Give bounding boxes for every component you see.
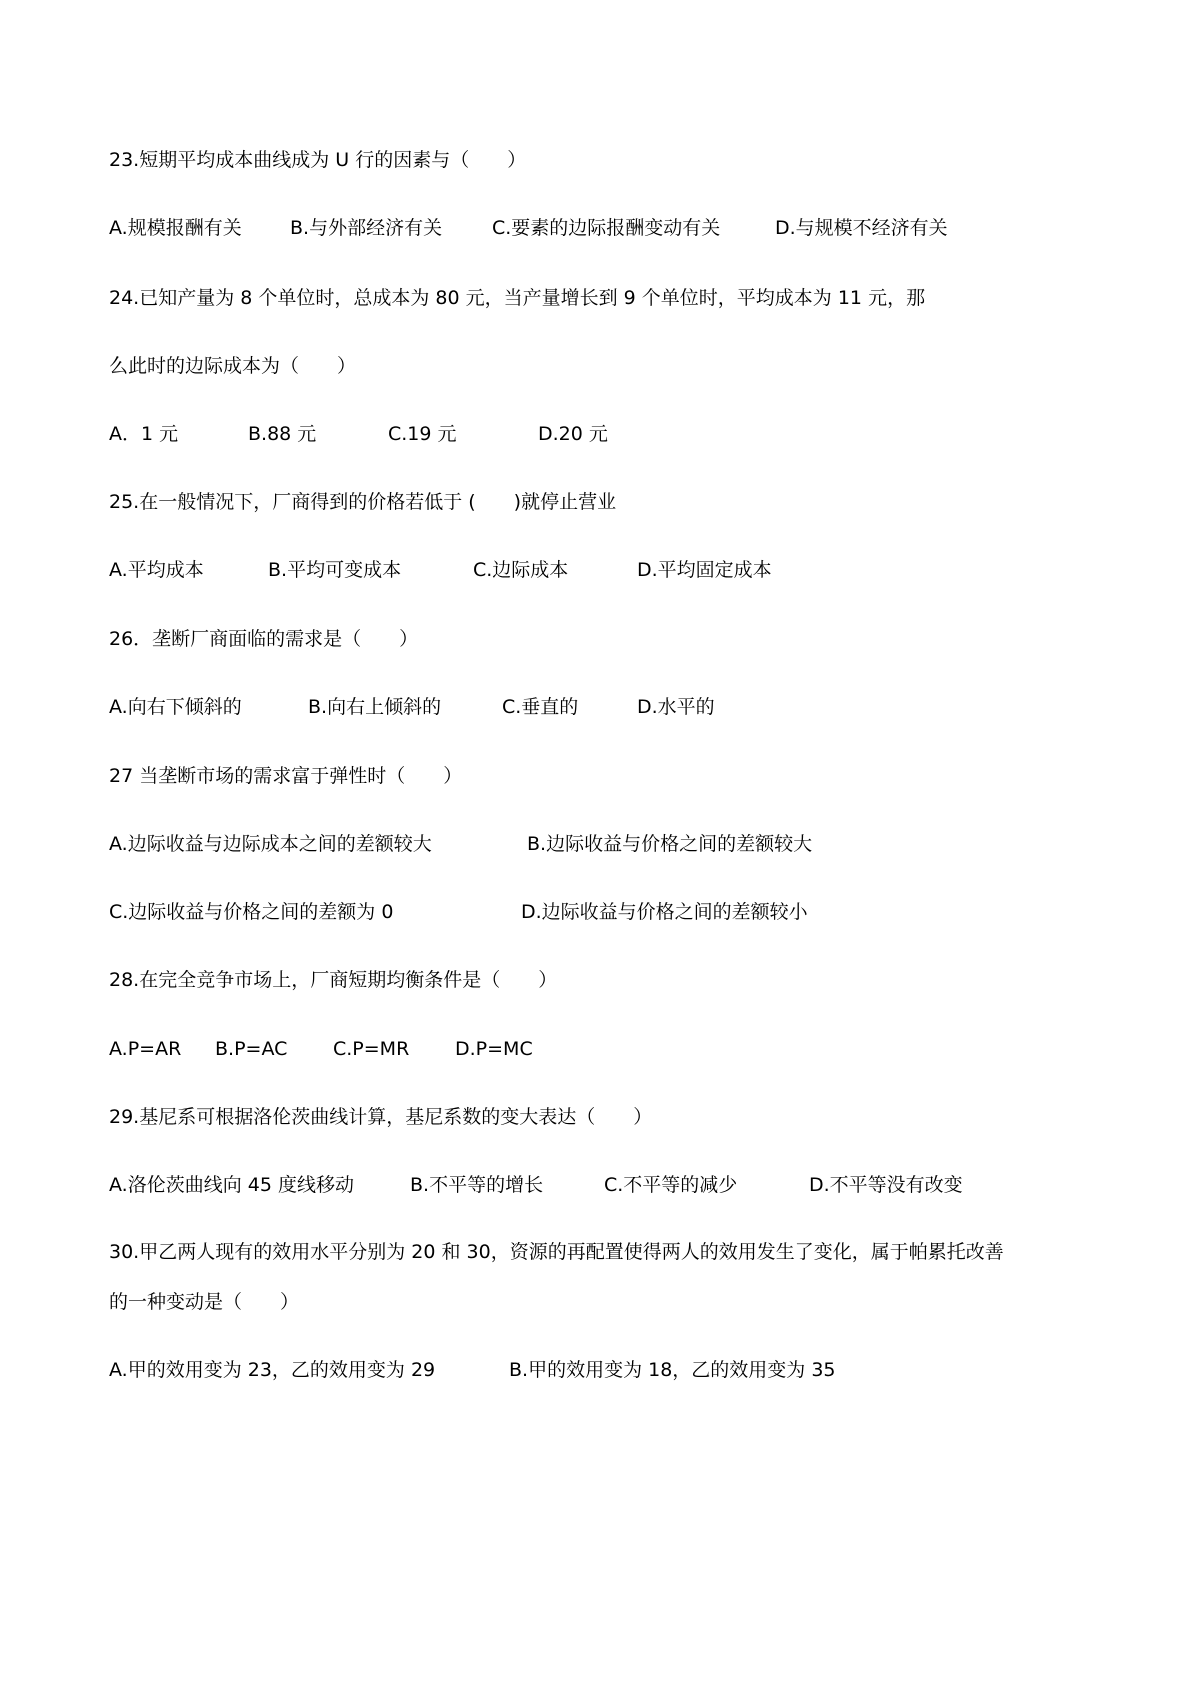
question-23-option-d: D.与规模不经济有关 xyxy=(775,217,948,239)
question-25-option-c: C.边际成本 xyxy=(473,559,569,581)
question-27-option-b: B.边际收益与价格之间的差额较大 xyxy=(527,833,813,855)
question-24-stem-line2: 么此时的边际成本为（ ） xyxy=(109,355,357,377)
question-23-option-a: A.规模报酬有关 xyxy=(109,217,242,239)
question-29-stem: 29.基尼系可根据洛伦茨曲线计算，基尼系数的变大表达（ ） xyxy=(109,1106,653,1128)
question-27-option-c: C.边际收益与价格之间的差额为 0 xyxy=(109,901,394,923)
question-28-stem: 28.在完全竞争市场上，厂商短期均衡条件是（ ） xyxy=(109,969,558,991)
question-27-option-a: A.边际收益与边际成本之间的差额较大 xyxy=(109,833,432,855)
question-30-option-a: A.甲的效用变为 23，乙的效用变为 29 xyxy=(109,1359,436,1381)
question-28-option-d: D.P=MC xyxy=(455,1038,533,1060)
question-26-option-d: D.水平的 xyxy=(637,696,715,718)
question-23-option-c: C.要素的边际报酬变动有关 xyxy=(492,217,721,239)
question-29-option-b: B.不平等的增长 xyxy=(410,1174,544,1196)
question-26-option-b: B.向右上倾斜的 xyxy=(308,696,442,718)
question-27-option-d: D.边际收益与价格之间的差额较小 xyxy=(521,901,808,923)
question-24-stem-line1: 24.已知产量为 8 个单位时，总成本为 80 元，当产量增长到 9 个单位时，平均成本为 11 元，那 xyxy=(109,287,926,309)
question-30-stem-line1: 30.甲乙两人现有的效用水平分别为 20 和 30，资源的再配置使得两人的效用发生了变化，属于帕累托改善 xyxy=(109,1241,1004,1263)
question-24-option-d: D.20 元 xyxy=(538,423,608,445)
question-28-option-a: A.P=AR xyxy=(109,1038,182,1060)
question-29-option-d: D.不平等没有改变 xyxy=(809,1174,963,1196)
question-25-stem: 25.在一般情况下，厂商得到的价格若低于 ( )就停止营业 xyxy=(109,491,617,513)
question-24-option-b: B.88 元 xyxy=(248,423,317,445)
question-26-option-c: C.垂直的 xyxy=(502,696,579,718)
question-25-option-b: B.平均可变成本 xyxy=(268,559,402,581)
question-30-option-b: B.甲的效用变为 18，乙的效用变为 35 xyxy=(509,1359,836,1381)
question-24-option-c: C.19 元 xyxy=(388,423,457,445)
question-30-stem-line2: 的一种变动是（ ） xyxy=(109,1291,300,1313)
question-25-option-a: A.平均成本 xyxy=(109,559,204,581)
question-23-stem: 23.短期平均成本曲线成为 U 行的因素与（ ） xyxy=(109,149,527,171)
question-26-stem: 26．垄断厂商面临的需求是（ ） xyxy=(109,628,419,650)
question-28-option-c: C.P=MR xyxy=(333,1038,410,1060)
question-23-option-b: B.与外部经济有关 xyxy=(290,217,443,239)
question-27-stem: 27 当垄断市场的需求富于弹性时（ ） xyxy=(109,765,463,787)
question-28-option-b: B.P=AC xyxy=(215,1038,288,1060)
question-24-option-a: A．1 元 xyxy=(109,423,179,445)
question-29-option-a: A.洛伦茨曲线向 45 度线移动 xyxy=(109,1174,354,1196)
question-26-option-a: A.向右下倾斜的 xyxy=(109,696,242,718)
question-25-option-d: D.平均固定成本 xyxy=(637,559,772,581)
question-29-option-c: C.不平等的减少 xyxy=(604,1174,738,1196)
